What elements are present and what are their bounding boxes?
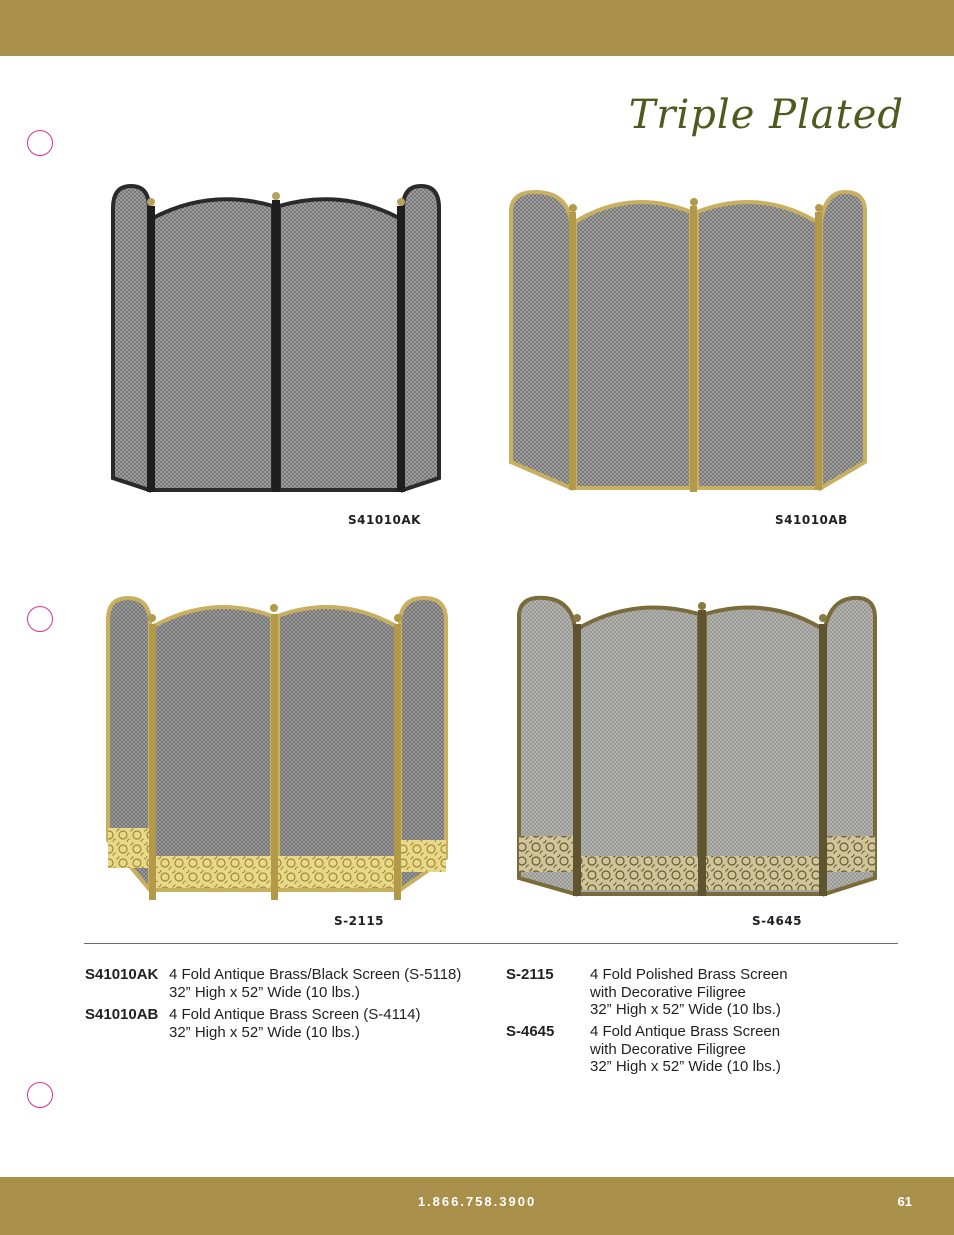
product-desc-s41010ab <box>169 1006 421 1041</box>
page-title: Triple Plated <box>628 92 904 138</box>
desc-line: 4 Fold Polished Brass Screen <box>590 966 788 983</box>
product-image-s41010ab <box>505 182 870 494</box>
desc-line: 32” High x 52” Wide (10 lbs.) <box>590 1058 781 1075</box>
product-desc-s-2115 <box>590 966 788 1019</box>
caption-s41010ak: S41010AK <box>348 513 421 527</box>
product-desc-s41010ak <box>169 966 461 1001</box>
page-number: 61 <box>897 1194 912 1209</box>
caption-s-4645: S-4645 <box>752 914 803 928</box>
product-code-s-2115: S-2115 <box>506 966 554 983</box>
header-band <box>0 0 954 56</box>
binder-hole-middle <box>27 606 53 632</box>
desc-line: with Decorative Filigree <box>590 1040 746 1058</box>
caption-s-2115: S-2115 <box>334 914 385 928</box>
product-image-s-2115 <box>102 590 457 904</box>
desc-line: 4 Fold Antique Brass Screen <box>590 1023 781 1040</box>
desc-line: 32” High x 52” Wide (10 lbs.) <box>590 1001 781 1018</box>
product-image-s41010ak <box>105 178 465 494</box>
footer-phone: 1.866.758.3900 <box>417 1194 537 1209</box>
product-code-s-4645: S-4645 <box>506 1023 555 1040</box>
desc-line: 4 Fold Antique Brass Screen (S-4114) <box>169 1006 421 1023</box>
binder-hole-top <box>27 130 53 156</box>
caption-s41010ab: S41010AB <box>775 513 848 527</box>
desc-line: with Decorative Filigree <box>590 983 746 1001</box>
product-desc-s-4645 <box>590 1023 781 1076</box>
product-code-s41010ak: S41010AK <box>85 966 159 983</box>
divider-rule <box>84 943 898 944</box>
product-code-s41010ab: S41010AB <box>85 1006 159 1023</box>
desc-line: 32” High x 52” Wide (10 lbs.) <box>169 983 360 1001</box>
desc-line: 4 Fold Antique Brass/Black Screen (S-5118) <box>169 966 462 983</box>
product-image-s-4645 <box>515 588 880 900</box>
desc-line: 32” High x 52” Wide (10 lbs.) <box>169 1023 360 1041</box>
binder-hole-bottom <box>27 1082 53 1108</box>
